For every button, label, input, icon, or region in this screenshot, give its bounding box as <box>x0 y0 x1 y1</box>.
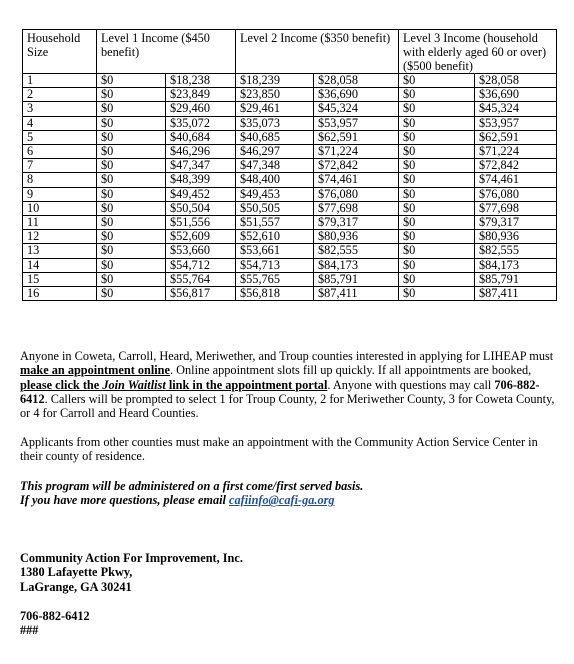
cell-level2-max: $80,936 <box>314 230 399 244</box>
cell-level1-max: $51,556 <box>166 216 236 230</box>
paragraph-text: Anyone in Coweta, Carroll, Heard, Meriwether, and Troup counties interested in applying for LIHEAP must <box>20 349 554 363</box>
cell-level2-min: $55,765 <box>236 272 314 286</box>
cell-household-size: 4 <box>23 116 97 130</box>
table-row <box>23 173 557 187</box>
cell-household-size: 12 <box>23 230 97 244</box>
table-row <box>23 287 557 301</box>
cell-household-size: 7 <box>23 159 97 173</box>
cell-level1-max: $55,764 <box>166 272 236 286</box>
cell-level1-max: $29,460 <box>166 102 236 116</box>
table-row <box>23 130 557 144</box>
cell-household-size: 14 <box>23 258 97 272</box>
cell-level2-min: $47,348 <box>236 159 314 173</box>
cell-level1-min: $0 <box>97 244 166 258</box>
cell-level2-max: $36,690 <box>314 88 399 102</box>
cell-level2-min: $29,461 <box>236 102 314 116</box>
cell-level3-max: $28,058 <box>475 74 557 88</box>
cell-level3-min: $0 <box>399 216 475 230</box>
cell-level3-min: $0 <box>399 145 475 159</box>
cell-level2-min: $48,400 <box>236 173 314 187</box>
cell-level1-min: $0 <box>97 88 166 102</box>
cell-level1-max: $52,609 <box>166 230 236 244</box>
cell-level1-max: $49,452 <box>166 187 236 201</box>
cell-level3-min: $0 <box>399 159 475 173</box>
cell-level2-min: $35,073 <box>236 116 314 130</box>
paragraph-text: . Anyone with questions may call <box>327 377 495 392</box>
org-name: Community Action For Improvement, Inc. <box>20 551 243 565</box>
waitlist-instruction[interactable]: please click the Join Waitlist link in the appointment portal <box>20 377 328 392</box>
table-row <box>23 216 557 230</box>
table-row <box>23 88 557 102</box>
cell-level1-min: $0 <box>97 102 166 116</box>
notice-line1: This program will be administered on a first come/first served basis. <box>20 479 364 493</box>
cell-level3-min: $0 <box>399 287 475 301</box>
cell-level2-min: $53,661 <box>236 244 314 258</box>
notice-line2: If you have more questions, please email cafiinfo@cafi-ga.org <box>20 493 335 508</box>
cell-level3-max: $71,224 <box>475 145 557 159</box>
cell-household-size: 2 <box>23 88 97 102</box>
cell-level1-min: $0 <box>97 159 166 173</box>
cell-household-size: 9 <box>23 187 97 201</box>
cell-level1-max: $53,660 <box>166 244 236 258</box>
cell-level2-max: $76,080 <box>314 187 399 201</box>
cell-level1-min: $0 <box>97 130 166 144</box>
cell-level2-max: $74,461 <box>314 173 399 187</box>
table-row <box>23 230 557 244</box>
cell-level3-min: $0 <box>399 187 475 201</box>
table-row <box>23 201 557 215</box>
cell-level1-max: $56,817 <box>166 287 236 301</box>
cell-level2-max: $71,224 <box>314 145 399 159</box>
cell-level3-min: $0 <box>399 102 475 116</box>
header-level2: Level 2 Income ($350 benefit) <box>236 30 399 74</box>
cell-level1-min: $0 <box>97 216 166 230</box>
appointment-paragraph <box>20 349 560 420</box>
appointment-link[interactable]: make an appointment online <box>20 363 170 378</box>
other-counties-paragraph: Applicants from other counties must make an appointment with the Community Action Service Center in their county of residence. <box>20 435 538 464</box>
cell-level2-max: $84,173 <box>314 258 399 272</box>
cell-level2-min: $56,818 <box>236 287 314 301</box>
income-table <box>22 29 557 301</box>
cell-level3-min: $0 <box>399 74 475 88</box>
cell-household-size: 1 <box>23 74 97 88</box>
cell-household-size: 6 <box>23 145 97 159</box>
cell-level3-max: $77,698 <box>475 201 557 215</box>
cell-level3-min: $0 <box>399 173 475 187</box>
cell-level1-max: $23,849 <box>166 88 236 102</box>
table-row <box>23 187 557 201</box>
cell-level3-max: $87,411 <box>475 287 557 301</box>
cell-level2-max: $62,591 <box>314 130 399 144</box>
cell-household-size: 13 <box>23 244 97 258</box>
cell-level3-min: $0 <box>399 272 475 286</box>
city: LaGrange, GA 30241 <box>20 579 132 594</box>
cell-level3-min: $0 <box>399 201 475 215</box>
table-row <box>23 159 557 173</box>
cell-level1-max: $47,347 <box>166 159 236 173</box>
cell-level2-min: $49,453 <box>236 187 314 201</box>
paragraph-text: . Online appointment slots fill up quickly. If all appointments are booked, <box>169 363 532 378</box>
contact-block <box>20 609 560 638</box>
cell-level1-min: $0 <box>97 230 166 244</box>
cell-level3-max: $80,936 <box>475 230 557 244</box>
header-household-size: Household Size <box>23 30 97 74</box>
cell-level3-min: $0 <box>399 116 475 130</box>
cell-level3-max: $84,173 <box>475 258 557 272</box>
cell-level1-max: $18,238 <box>166 74 236 88</box>
cell-level3-max: $53,957 <box>475 116 557 130</box>
cell-level1-max: $50,504 <box>166 201 236 215</box>
cell-level3-min: $0 <box>399 130 475 144</box>
cell-level3-max: $82,555 <box>475 244 557 258</box>
notice <box>20 479 560 508</box>
cell-level3-max: $74,461 <box>475 173 557 187</box>
street: 1380 Lafayette Pkwy, <box>20 565 133 580</box>
cell-level2-min: $50,505 <box>236 201 314 215</box>
cell-level2-min: $46,297 <box>236 145 314 159</box>
table-row <box>23 102 557 116</box>
cell-household-size: 11 <box>23 216 97 230</box>
cell-level1-min: $0 <box>97 187 166 201</box>
header-level1: Level 1 Income ($450 benefit) <box>97 30 236 74</box>
table-row <box>23 258 557 272</box>
cell-level1-max: $46,296 <box>166 145 236 159</box>
address-block <box>20 551 560 594</box>
table-row <box>23 74 557 88</box>
cell-level1-min: $0 <box>97 272 166 286</box>
cell-level2-max: $45,324 <box>314 102 399 116</box>
cell-level2-min: $51,557 <box>236 216 314 230</box>
cell-level2-max: $85,791 <box>314 272 399 286</box>
cell-level2-max: $79,317 <box>314 216 399 230</box>
cell-level1-max: $54,712 <box>166 258 236 272</box>
cell-level2-min: $40,685 <box>236 130 314 144</box>
cell-level2-min: $54,713 <box>236 258 314 272</box>
cell-level1-min: $0 <box>97 173 166 187</box>
cell-level1-min: $0 <box>97 201 166 215</box>
phone-number: 706-882-6412 <box>20 377 540 406</box>
cell-level2-max: $82,555 <box>314 244 399 258</box>
cell-level2-max: $72,842 <box>314 159 399 173</box>
cell-household-size: 16 <box>23 287 97 301</box>
cell-level1-min: $0 <box>97 74 166 88</box>
cell-level3-max: $79,317 <box>475 216 557 230</box>
cell-level2-max: $28,058 <box>314 74 399 88</box>
contact-phone: 706-882-6412 <box>20 609 90 623</box>
cell-level3-max: $45,324 <box>475 102 557 116</box>
end-mark: ### <box>20 623 39 638</box>
cell-household-size: 15 <box>23 272 97 286</box>
cell-level1-min: $0 <box>97 258 166 272</box>
cell-level3-min: $0 <box>399 88 475 102</box>
cell-level3-max: $72,842 <box>475 159 557 173</box>
cell-level1-min: $0 <box>97 116 166 130</box>
cell-level3-max: $36,690 <box>475 88 557 102</box>
cell-level3-max: $62,591 <box>475 130 557 144</box>
table-row <box>23 244 557 258</box>
table-row <box>23 272 557 286</box>
cell-level3-min: $0 <box>399 230 475 244</box>
cell-level1-max: $40,684 <box>166 130 236 144</box>
table-row <box>23 116 557 130</box>
cell-level3-max: $85,791 <box>475 272 557 286</box>
table-row <box>23 145 557 159</box>
header-level3: Level 3 Income (household with elderly aged 60 or over) ($500 benefit) <box>399 30 557 74</box>
cell-household-size: 10 <box>23 201 97 215</box>
cell-level2-min: $18,239 <box>236 74 314 88</box>
paragraph-text: . Callers will be prompted to select 1 for Troup County, 2 for Meriwether County, 3 for Coweta County, or 4 for Carroll and Heard Counties. <box>20 391 555 421</box>
cell-level3-max: $76,080 <box>475 187 557 201</box>
table-header-row <box>23 30 557 74</box>
cell-level2-max: $53,957 <box>314 116 399 130</box>
cell-household-size: 8 <box>23 173 97 187</box>
cell-level3-min: $0 <box>399 258 475 272</box>
email-link[interactable]: cafiinfo@cafi-ga.org <box>229 493 335 508</box>
cell-level1-min: $0 <box>97 145 166 159</box>
cell-household-size: 5 <box>23 130 97 144</box>
cell-household-size: 3 <box>23 102 97 116</box>
cell-level2-min: $52,610 <box>236 230 314 244</box>
cell-level1-max: $48,399 <box>166 173 236 187</box>
cell-level1-max: $35,072 <box>166 116 236 130</box>
cell-level3-min: $0 <box>399 244 475 258</box>
cell-level2-max: $77,698 <box>314 201 399 215</box>
cell-level2-min: $23,850 <box>236 88 314 102</box>
cell-level1-min: $0 <box>97 287 166 301</box>
cell-level2-max: $87,411 <box>314 287 399 301</box>
